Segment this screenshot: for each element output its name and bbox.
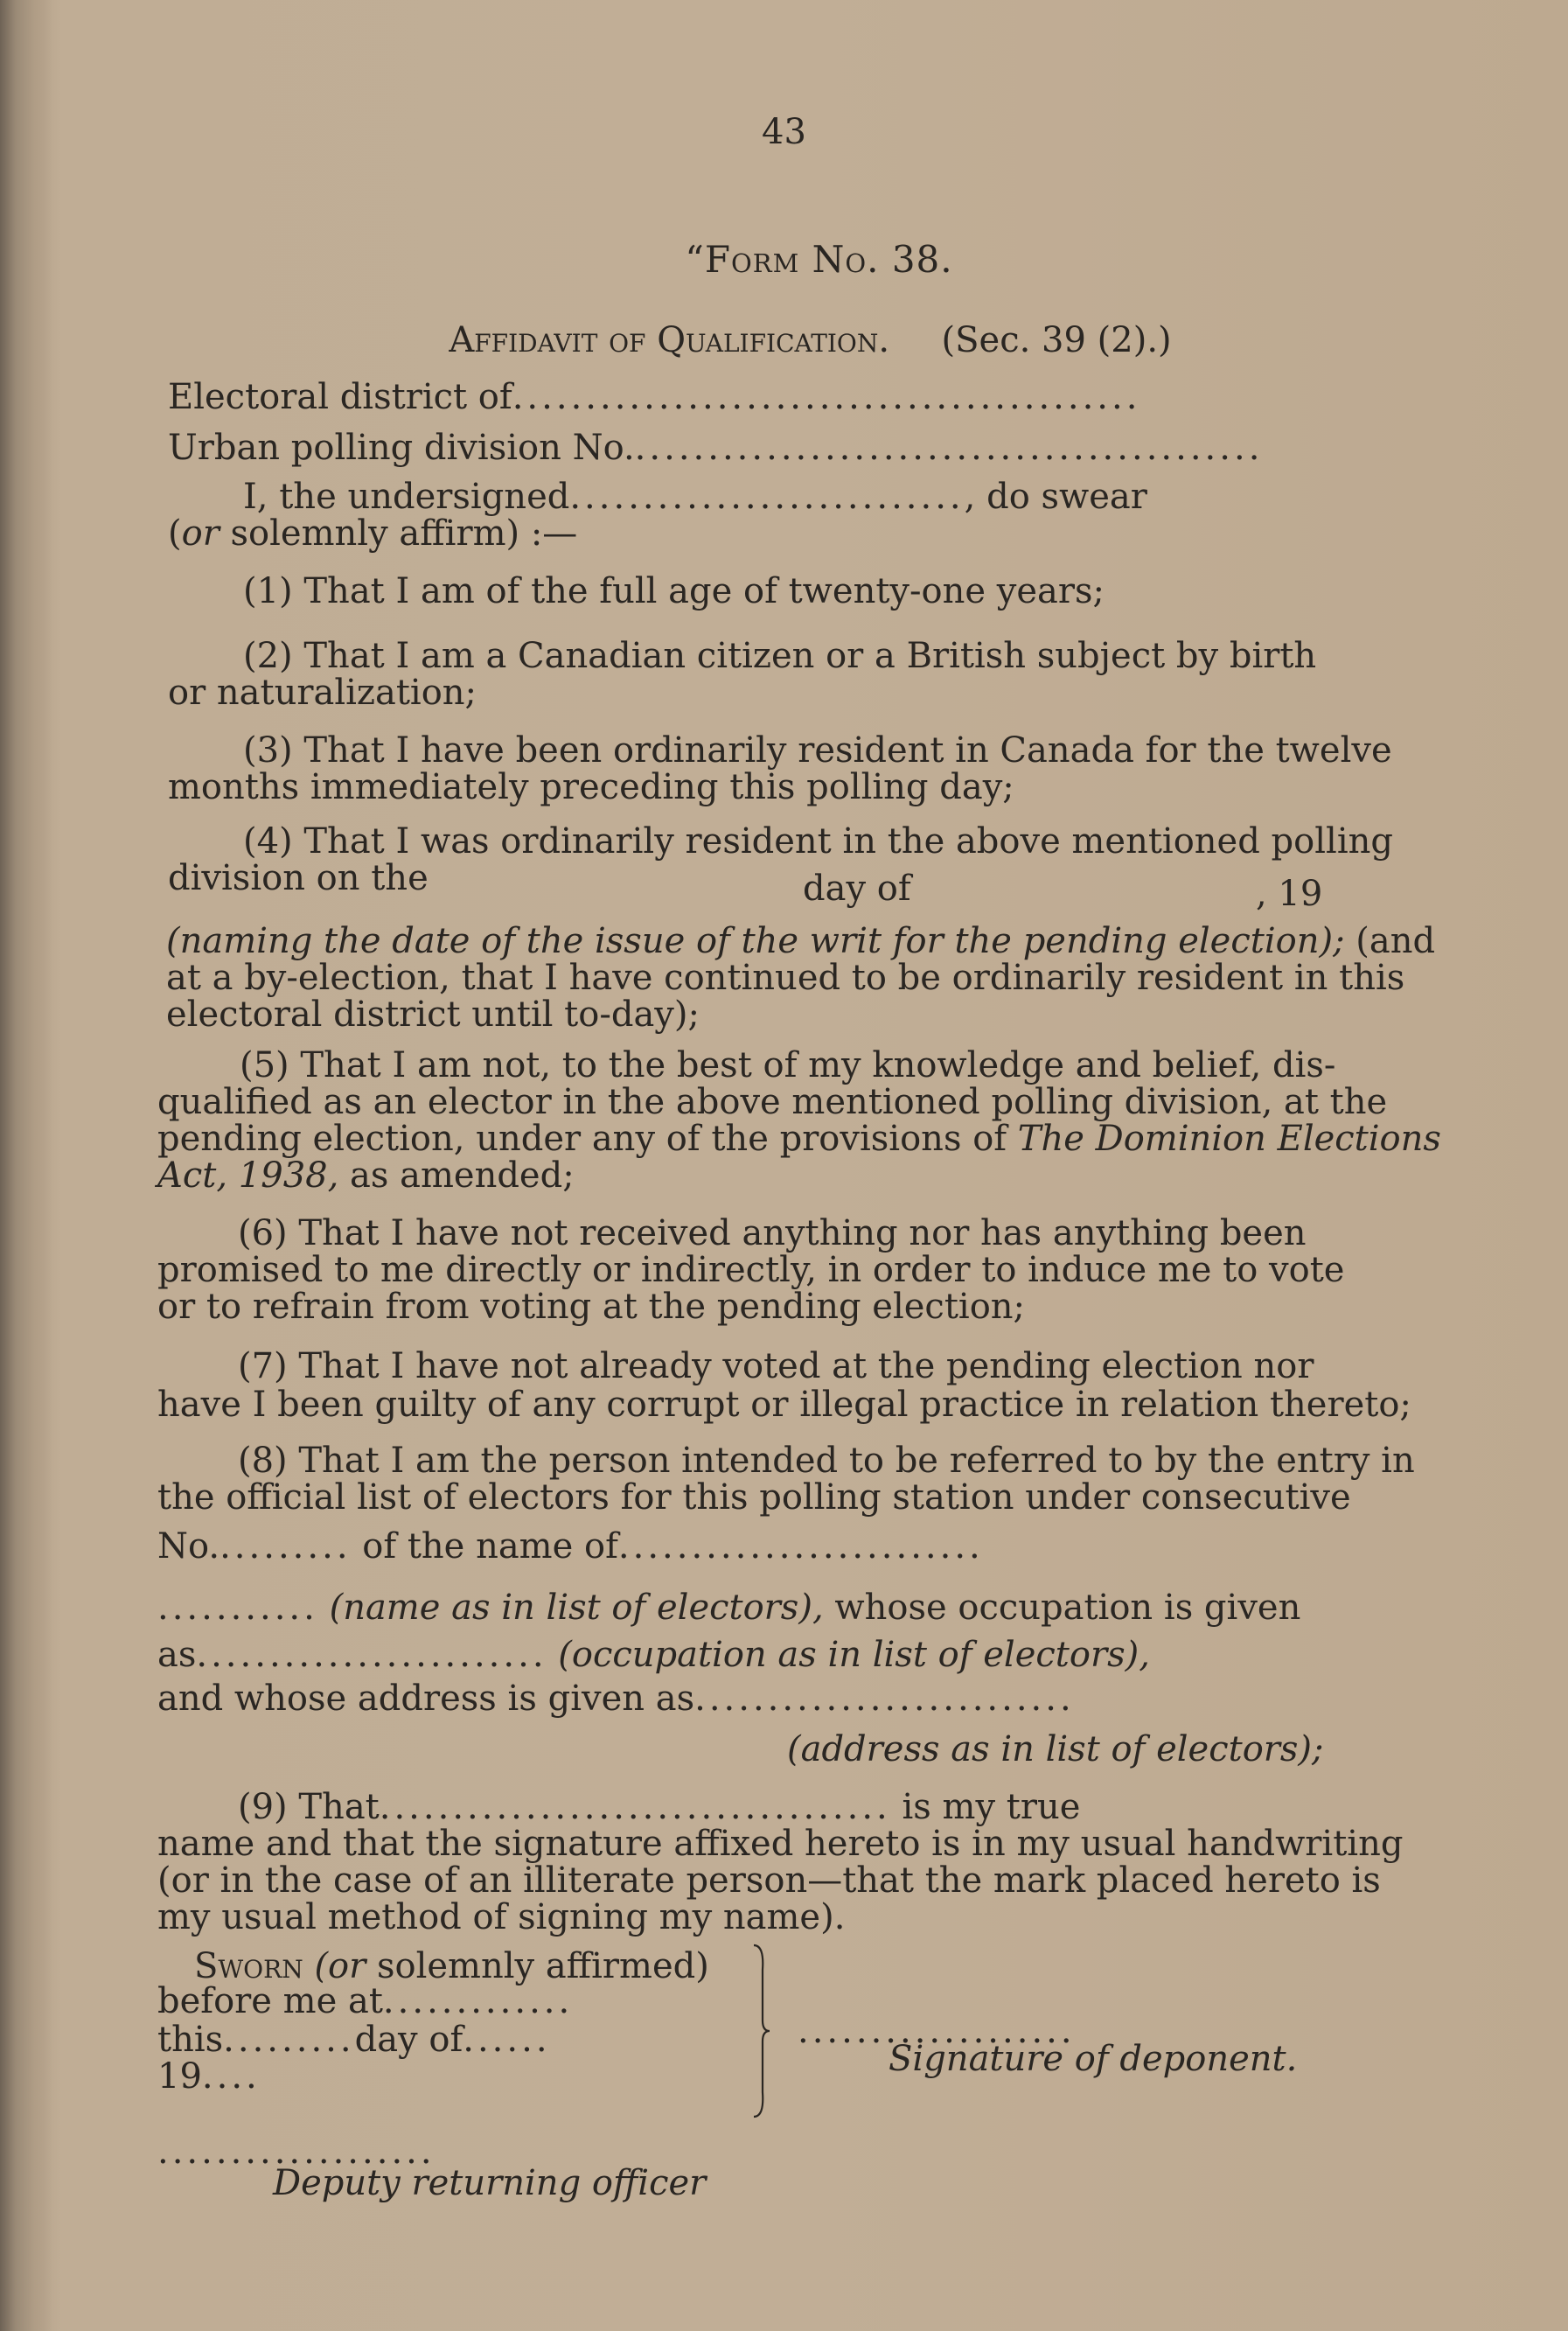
clause-4-italic: (naming the date of the issue of the writ for the pending election);	[166, 921, 1345, 961]
form-title: “Form No. 38.	[685, 238, 953, 281]
clause-5-rest: as amended;	[338, 1155, 575, 1196]
clause-5-line-2: qualified as an elector in the above mentioned polling division, at the	[157, 1082, 1388, 1122]
name-of-label: of the name of	[351, 1526, 618, 1567]
clause-4-line-2-right: , 19	[1256, 874, 1323, 914]
undersigned-line: I, the undersigned..........................., do swear	[243, 477, 1147, 517]
clause-5-line-4	[157, 1156, 575, 1195]
polling-division-line: Urban polling division No............................................	[168, 428, 1264, 468]
clause-6-line-3: or to refrain from voting at the pending election;	[157, 1287, 1026, 1327]
year-label: 19	[157, 2056, 202, 2097]
clause-8-line-2: the official list of electors for this polling station under consecutive	[157, 1477, 1351, 1518]
clause-5-act-year: Act, 1938,	[157, 1155, 339, 1196]
clause-8-line-4: ........... (name as in list of electors), whose occupation is given	[157, 1588, 1301, 1628]
address-given-label: and whose address is given as	[157, 1678, 695, 1719]
do-swear-label: , do swear	[964, 477, 1147, 517]
clause-2-line-2: or naturalization;	[168, 673, 477, 713]
clause-1: (1) That I am of the full age of twenty-one years;	[243, 571, 1105, 611]
electoral-district-label: Electoral district of	[168, 377, 512, 417]
polling-division-label: Urban polling division No.	[168, 428, 635, 468]
day-of-label: day of	[354, 2020, 463, 2060]
clause-4-line-2-left: division on the	[168, 858, 429, 898]
clause-9-line-3: (or in the case of an illiterate person—that the mark placed hereto is	[157, 1860, 1381, 1901]
clause-8-line-5: as........................ (occupation as in list of electors),	[157, 1635, 1150, 1675]
or-italic: or	[181, 513, 220, 554]
sworn-line	[194, 1947, 709, 1986]
clause-4-rest: (and	[1344, 921, 1436, 961]
section-reference: (Sec. 39 (2).)	[941, 320, 1172, 360]
undersigned-label: I, the undersigned	[243, 477, 570, 517]
signature-dotted-line: ...................	[798, 2011, 1076, 2051]
clause-6-line-2: promised to me directly or indirectly, in order to induce me to vote	[157, 1250, 1345, 1290]
electoral-district-line: Electoral district of...........................................	[168, 377, 1141, 417]
clause-9-that: (9) That	[238, 1787, 380, 1827]
clause-8-line-1: (8) That I am the person intended to be referred to by the entry in	[238, 1441, 1415, 1481]
affidavit-title-row	[0, 320, 1568, 360]
address-as-in-list: (address as in list of electors);	[787, 1729, 1324, 1769]
clause-5-plain: pending election, under any of the provisions of	[157, 1119, 1018, 1159]
consecutive-no-label: No.	[157, 1526, 220, 1567]
occupation-as-in-list: (occupation as in list of electors),	[558, 1635, 1150, 1675]
as-label: as	[157, 1635, 197, 1675]
clause-5-line-1: (5) That I am not, to the best of my knowledge and belief, dis-	[240, 1045, 1336, 1085]
clause-5-line-3	[157, 1120, 1441, 1158]
year-line: 19....	[157, 2056, 261, 2097]
affirm-label: solemnly affirm) :—	[219, 513, 578, 554]
clause-4-line-3	[166, 922, 1435, 960]
is-my-true-label: is my true	[902, 1787, 1081, 1827]
clause-4-line-4: at a by-election, that I have continued to be ordinarily resident in this	[166, 958, 1405, 998]
clause-9-line-2: name and that the signature affixed hereto is in my usual handwriting	[157, 1824, 1404, 1864]
clause-4-line-5: electoral district until to-day);	[166, 995, 700, 1035]
clause-9-line-4: my usual method of signing my name).	[157, 1897, 846, 1937]
clause-9-line-1: (9) That................................... is my true	[238, 1787, 1081, 1827]
before-me-label: before me at	[157, 1981, 383, 2021]
clause-4-line-2-mid: day of	[803, 869, 911, 909]
clause-8-line-6: and whose address is given as..........................	[157, 1678, 1075, 1719]
before-me-line: before me at.............	[157, 1981, 574, 2021]
deputy-returning-officer-label: Deputy returning officer	[273, 2163, 707, 2203]
this-day-line: this.........day of......	[157, 2020, 551, 2060]
sworn-or: (or	[314, 1946, 366, 1986]
clause-4-line-1: (4) That I was ordinarily resident in the above mentioned polling	[243, 821, 1393, 862]
page-number: 43	[762, 112, 806, 152]
solemnly-affirmed-label: solemnly affirmed)	[366, 1946, 709, 1986]
name-as-in-list: (name as in list of electors),	[329, 1588, 824, 1628]
brace-mark	[752, 1944, 771, 2118]
this-label: this	[157, 2020, 224, 2060]
sworn-label: Sworn	[194, 1946, 303, 1986]
occupation-given-label: whose occupation is given	[823, 1588, 1301, 1628]
signature-of-deponent-label: Signature of deponent.	[889, 2039, 1298, 2079]
clause-2-line-1: (2) That I am a Canadian citizen or a British subject by birth	[243, 636, 1317, 676]
clause-3-line-2: months immediately preceding this polling day;	[168, 767, 1014, 807]
clause-5-act-title: The Dominion Elections	[1017, 1119, 1441, 1159]
clause-6-line-1: (6) That I have not received anything nor has anything been	[238, 1213, 1307, 1253]
clause-3-line-1: (3) That I have been ordinarily resident in Canada for the twelve	[243, 730, 1392, 771]
clause-7-line-1: (7) That I have not already voted at the pending election nor	[238, 1346, 1314, 1386]
dro-dotted-line: ...................	[157, 2132, 436, 2172]
clause-7-line-2: have I been guilty of any corrupt or illegal practice in relation thereto;	[157, 1385, 1411, 1425]
affidavit-title: Affidavit of Qualification.	[449, 320, 890, 360]
affirm-line: (or solemnly affirm) :—	[168, 513, 578, 554]
clause-8-line-3: No.......... of the name of.........................	[157, 1526, 984, 1567]
